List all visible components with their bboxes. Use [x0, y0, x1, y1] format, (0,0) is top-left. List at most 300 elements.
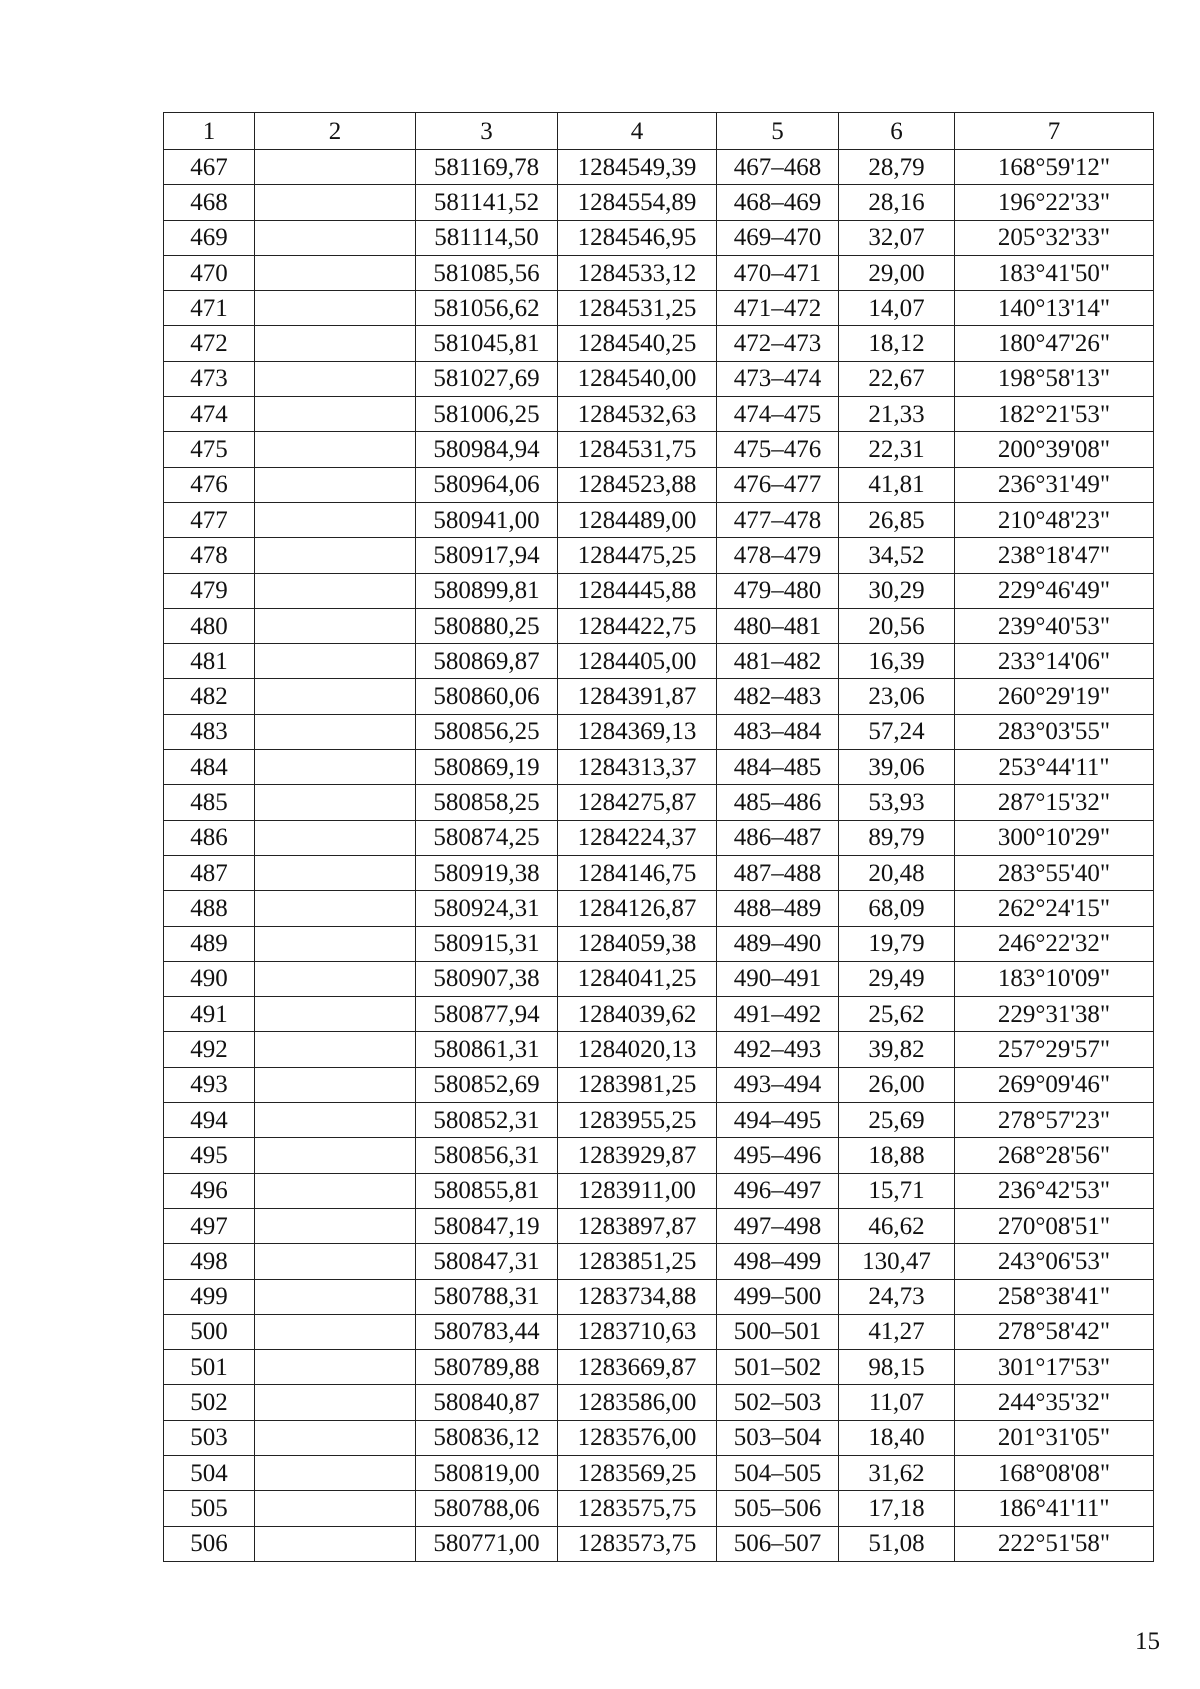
table-cell [255, 1032, 416, 1067]
table-cell: 283°55'40" [955, 855, 1154, 890]
table-cell [255, 644, 416, 679]
table-cell: 495 [164, 1138, 255, 1173]
table-cell: 236°42'53" [955, 1173, 1154, 1208]
table-cell: 490–491 [717, 961, 839, 996]
table-cell: 482–483 [717, 679, 839, 714]
table-cell: 1284422,75 [558, 608, 717, 643]
table-cell [255, 1208, 416, 1243]
table-cell: 236°31'49" [955, 467, 1154, 502]
table-cell: 491 [164, 997, 255, 1032]
table-cell [255, 291, 416, 326]
table-cell [255, 997, 416, 1032]
table-cell: 229°46'49" [955, 573, 1154, 608]
table-cell: 269°09'46" [955, 1067, 1154, 1102]
table-cell: 580856,25 [416, 714, 558, 749]
table-cell: 1283710,63 [558, 1314, 717, 1349]
table-row [164, 502, 1154, 537]
table-cell: 196°22'33" [955, 185, 1154, 220]
table-cell: 1283955,25 [558, 1103, 717, 1138]
table-cell: 468–469 [717, 185, 839, 220]
table-cell: 580924,31 [416, 891, 558, 926]
table-row [164, 1244, 1154, 1279]
table-cell [255, 1455, 416, 1490]
table-cell: 51,08 [839, 1526, 955, 1561]
table-cell: 1284554,89 [558, 185, 717, 220]
page-number: 15 [1135, 1628, 1160, 1655]
table-row [164, 926, 1154, 961]
table-cell: 469 [164, 220, 255, 255]
table-cell: 503 [164, 1420, 255, 1455]
table-cell: 580869,87 [416, 644, 558, 679]
table-cell: 278°57'23" [955, 1103, 1154, 1138]
table-cell: 39,06 [839, 750, 955, 785]
table-row [164, 326, 1154, 361]
table-cell: 581006,25 [416, 397, 558, 432]
table-cell [255, 573, 416, 608]
table-cell: 486 [164, 820, 255, 855]
table-row [164, 1067, 1154, 1102]
table-cell: 18,12 [839, 326, 955, 361]
table-cell: 244°35'32" [955, 1385, 1154, 1420]
table-cell: 1284546,95 [558, 220, 717, 255]
table-cell: 467–468 [717, 150, 839, 185]
table-cell: 580852,31 [416, 1103, 558, 1138]
table-cell: 270°08'51" [955, 1208, 1154, 1243]
table-row [164, 291, 1154, 326]
table-cell: 26,00 [839, 1067, 955, 1102]
table-cell: 473 [164, 361, 255, 396]
table-cell [255, 538, 416, 573]
table-cell [255, 1420, 416, 1455]
table-cell: 502 [164, 1385, 255, 1420]
table-cell: 503–504 [717, 1420, 839, 1455]
table-cell [255, 714, 416, 749]
table-cell: 18,40 [839, 1420, 955, 1455]
table-cell: 479 [164, 573, 255, 608]
table-cell: 483 [164, 714, 255, 749]
table-cell: 581141,52 [416, 185, 558, 220]
table-cell [255, 679, 416, 714]
table-cell [255, 961, 416, 996]
table-row [164, 432, 1154, 467]
table-cell: 473–474 [717, 361, 839, 396]
table-cell: 480–481 [717, 608, 839, 643]
table-cell: 490 [164, 961, 255, 996]
table-row [164, 644, 1154, 679]
table-row [164, 150, 1154, 185]
table-cell: 477 [164, 502, 255, 537]
table-cell: 253°44'11" [955, 750, 1154, 785]
table-cell: 1284059,38 [558, 926, 717, 961]
table-cell: 580915,31 [416, 926, 558, 961]
table-cell [255, 1173, 416, 1208]
table-cell: 239°40'53" [955, 608, 1154, 643]
table-cell: 22,31 [839, 432, 955, 467]
table-cell: 488–489 [717, 891, 839, 926]
table-row [164, 1103, 1154, 1138]
table-cell: 222°51'58" [955, 1526, 1154, 1561]
table-cell: 476–477 [717, 467, 839, 502]
column-header: 3 [416, 113, 558, 150]
table-cell: 580917,94 [416, 538, 558, 573]
table-cell: 28,79 [839, 150, 955, 185]
table-cell: 1284489,00 [558, 502, 717, 537]
table-cell [255, 361, 416, 396]
table-cell: 17,18 [839, 1491, 955, 1526]
table-cell: 580877,94 [416, 997, 558, 1032]
table-cell: 198°58'13" [955, 361, 1154, 396]
table-cell: 505–506 [717, 1491, 839, 1526]
table-cell: 493–494 [717, 1067, 839, 1102]
table-cell: 471 [164, 291, 255, 326]
table-cell: 1284549,39 [558, 150, 717, 185]
table-cell: 580840,87 [416, 1385, 558, 1420]
table-cell: 1284391,87 [558, 679, 717, 714]
table-cell: 469–470 [717, 220, 839, 255]
table-cell: 1283569,25 [558, 1455, 717, 1490]
table-row [164, 855, 1154, 890]
table-cell: 300°10'29" [955, 820, 1154, 855]
table-cell: 498–499 [717, 1244, 839, 1279]
table-cell [255, 185, 416, 220]
table-header-row [164, 113, 1154, 150]
table-cell: 23,06 [839, 679, 955, 714]
table-cell [255, 1385, 416, 1420]
column-header: 5 [717, 113, 839, 150]
table-cell: 580858,25 [416, 785, 558, 820]
table-cell: 484 [164, 750, 255, 785]
table-row [164, 820, 1154, 855]
table-cell [255, 1491, 416, 1526]
table-row [164, 1491, 1154, 1526]
table-cell [255, 326, 416, 361]
table-cell: 1284039,62 [558, 997, 717, 1032]
table-cell [255, 891, 416, 926]
table-cell: 229°31'38" [955, 997, 1154, 1032]
table-row [164, 467, 1154, 502]
table-cell: 505 [164, 1491, 255, 1526]
table-cell: 499 [164, 1279, 255, 1314]
table-cell: 580964,06 [416, 467, 558, 502]
table-cell: 580880,25 [416, 608, 558, 643]
table-cell: 482 [164, 679, 255, 714]
table-cell: 468 [164, 185, 255, 220]
table-cell [255, 855, 416, 890]
table-cell [255, 750, 416, 785]
table-cell: 580899,81 [416, 573, 558, 608]
table-row [164, 1455, 1154, 1490]
table-cell: 21,33 [839, 397, 955, 432]
table-cell [255, 432, 416, 467]
table-cell: 1284531,75 [558, 432, 717, 467]
table-cell: 287°15'32" [955, 785, 1154, 820]
table-cell: 487 [164, 855, 255, 890]
table-cell: 1284540,00 [558, 361, 717, 396]
table-cell [255, 150, 416, 185]
table-cell: 1284224,37 [558, 820, 717, 855]
table-cell: 15,71 [839, 1173, 955, 1208]
table-cell: 506–507 [717, 1526, 839, 1561]
table-cell: 580783,44 [416, 1314, 558, 1349]
table-cell: 581056,62 [416, 291, 558, 326]
table-cell: 200°39'08" [955, 432, 1154, 467]
table-cell: 238°18'47" [955, 538, 1154, 573]
table-cell: 1284126,87 [558, 891, 717, 926]
table-cell: 34,52 [839, 538, 955, 573]
table-cell: 502–503 [717, 1385, 839, 1420]
table-cell [255, 1244, 416, 1279]
table-cell: 41,81 [839, 467, 955, 502]
table-cell: 472–473 [717, 326, 839, 361]
table-body [164, 150, 1154, 1562]
table-cell: 14,07 [839, 291, 955, 326]
table-cell: 31,62 [839, 1455, 955, 1490]
table-cell: 479–480 [717, 573, 839, 608]
table-cell: 580836,12 [416, 1420, 558, 1455]
table-cell: 57,24 [839, 714, 955, 749]
table-cell: 29,49 [839, 961, 955, 996]
table-row [164, 750, 1154, 785]
table-cell: 486–487 [717, 820, 839, 855]
table-cell: 16,39 [839, 644, 955, 679]
table-cell: 475–476 [717, 432, 839, 467]
table-cell: 1284405,00 [558, 644, 717, 679]
table-cell: 24,73 [839, 1279, 955, 1314]
table-cell: 30,29 [839, 573, 955, 608]
table-cell: 470–471 [717, 255, 839, 290]
table-row [164, 608, 1154, 643]
column-header: 1 [164, 113, 255, 150]
table-cell [255, 1314, 416, 1349]
table-row [164, 785, 1154, 820]
table-cell [255, 502, 416, 537]
table-cell: 501–502 [717, 1350, 839, 1385]
table-cell: 494 [164, 1103, 255, 1138]
table-cell: 580788,06 [416, 1491, 558, 1526]
table-cell: 210°48'23" [955, 502, 1154, 537]
table-cell: 580907,38 [416, 961, 558, 996]
table-cell [255, 220, 416, 255]
table-cell: 140°13'14" [955, 291, 1154, 326]
table-cell: 580869,19 [416, 750, 558, 785]
table-cell: 32,07 [839, 220, 955, 255]
table-cell: 501 [164, 1350, 255, 1385]
table-cell: 25,62 [839, 997, 955, 1032]
table-cell: 182°21'53" [955, 397, 1154, 432]
table-cell: 470 [164, 255, 255, 290]
table-cell: 580941,00 [416, 502, 558, 537]
table-cell: 1284475,25 [558, 538, 717, 573]
table-cell: 472 [164, 326, 255, 361]
table-cell: 29,00 [839, 255, 955, 290]
coordinates-table [163, 112, 1154, 1562]
table-cell: 476 [164, 467, 255, 502]
table-cell: 481 [164, 644, 255, 679]
table-cell: 580847,19 [416, 1208, 558, 1243]
table-row [164, 185, 1154, 220]
table-cell: 504–505 [717, 1455, 839, 1490]
table-cell: 1283573,75 [558, 1526, 717, 1561]
table-cell: 478–479 [717, 538, 839, 573]
table-cell: 489 [164, 926, 255, 961]
table-cell: 1284275,87 [558, 785, 717, 820]
table-cell: 1284531,25 [558, 291, 717, 326]
table-cell: 1284532,63 [558, 397, 717, 432]
table-row [164, 714, 1154, 749]
table-cell: 1283586,00 [558, 1385, 717, 1420]
table-row [164, 255, 1154, 290]
table-cell: 98,15 [839, 1350, 955, 1385]
table-cell: 18,88 [839, 1138, 955, 1173]
table-cell: 301°17'53" [955, 1350, 1154, 1385]
table-cell: 201°31'05" [955, 1420, 1154, 1455]
table-cell: 1284313,37 [558, 750, 717, 785]
table-cell: 484–485 [717, 750, 839, 785]
table-cell: 497 [164, 1208, 255, 1243]
table-cell: 22,67 [839, 361, 955, 396]
table-cell: 485 [164, 785, 255, 820]
table-cell: 53,93 [839, 785, 955, 820]
table-row [164, 220, 1154, 255]
table-cell: 41,27 [839, 1314, 955, 1349]
table-cell: 1284523,88 [558, 467, 717, 502]
table-cell [255, 255, 416, 290]
table-cell: 20,48 [839, 855, 955, 890]
table-cell: 1283576,00 [558, 1420, 717, 1455]
table-cell: 39,82 [839, 1032, 955, 1067]
table-cell: 580771,00 [416, 1526, 558, 1561]
table-row [164, 961, 1154, 996]
table-cell: 500 [164, 1314, 255, 1349]
table-row [164, 997, 1154, 1032]
table-cell: 19,79 [839, 926, 955, 961]
table-cell: 488 [164, 891, 255, 926]
table-cell: 487–488 [717, 855, 839, 890]
table-cell: 1283911,00 [558, 1173, 717, 1208]
table-cell: 485–486 [717, 785, 839, 820]
table-cell: 26,85 [839, 502, 955, 537]
table-cell: 20,56 [839, 608, 955, 643]
table-cell: 492–493 [717, 1032, 839, 1067]
table-cell [255, 1103, 416, 1138]
table-cell: 483–484 [717, 714, 839, 749]
table-row [164, 573, 1154, 608]
table-cell: 46,62 [839, 1208, 955, 1243]
table-cell: 581027,69 [416, 361, 558, 396]
table-cell [255, 397, 416, 432]
table-row [164, 1032, 1154, 1067]
table-cell: 168°59'12" [955, 150, 1154, 185]
table-cell: 580852,69 [416, 1067, 558, 1102]
table-cell: 262°24'15" [955, 891, 1154, 926]
table-cell [255, 1138, 416, 1173]
table-cell: 1283981,25 [558, 1067, 717, 1102]
table-cell: 260°29'19" [955, 679, 1154, 714]
table-cell: 581114,50 [416, 220, 558, 255]
table-cell: 581085,56 [416, 255, 558, 290]
table-cell: 1283575,75 [558, 1491, 717, 1526]
table-cell [255, 926, 416, 961]
table-row [164, 1314, 1154, 1349]
table-cell: 500–501 [717, 1314, 839, 1349]
column-header: 6 [839, 113, 955, 150]
table-cell: 580984,94 [416, 432, 558, 467]
table-cell: 480 [164, 608, 255, 643]
table-cell: 183°41'50" [955, 255, 1154, 290]
table-cell: 580874,25 [416, 820, 558, 855]
table-cell: 1284445,88 [558, 573, 717, 608]
table-row [164, 1526, 1154, 1561]
table-cell: 580856,31 [416, 1138, 558, 1173]
table-cell: 504 [164, 1455, 255, 1490]
table-cell: 1283897,87 [558, 1208, 717, 1243]
table-cell: 1284146,75 [558, 855, 717, 890]
table-cell: 258°38'41" [955, 1279, 1154, 1314]
table-cell [255, 1067, 416, 1102]
table-cell: 474 [164, 397, 255, 432]
table-cell: 580847,31 [416, 1244, 558, 1279]
table-cell: 489–490 [717, 926, 839, 961]
table-row [164, 538, 1154, 573]
table-row [164, 397, 1154, 432]
table-cell: 25,69 [839, 1103, 955, 1138]
table-cell [255, 1279, 416, 1314]
table-cell: 581045,81 [416, 326, 558, 361]
table-cell: 580860,06 [416, 679, 558, 714]
table-cell [255, 785, 416, 820]
column-header: 2 [255, 113, 416, 150]
table-cell: 496 [164, 1173, 255, 1208]
table-cell: 497–498 [717, 1208, 839, 1243]
table-cell: 481–482 [717, 644, 839, 679]
table-cell: 498 [164, 1244, 255, 1279]
table-cell: 1283734,88 [558, 1279, 717, 1314]
table-row [164, 1279, 1154, 1314]
table-cell: 580788,31 [416, 1279, 558, 1314]
table-cell [255, 467, 416, 502]
table-cell: 268°28'56" [955, 1138, 1154, 1173]
table-cell: 491–492 [717, 997, 839, 1032]
table-row [164, 891, 1154, 926]
table-cell: 1284369,13 [558, 714, 717, 749]
table-cell: 68,09 [839, 891, 955, 926]
table-cell [255, 1526, 416, 1561]
table-cell: 243°06'53" [955, 1244, 1154, 1279]
table-cell: 168°08'08" [955, 1455, 1154, 1490]
table-cell: 474–475 [717, 397, 839, 432]
table-cell: 495–496 [717, 1138, 839, 1173]
table-cell: 183°10'09" [955, 961, 1154, 996]
table-cell: 1283669,87 [558, 1350, 717, 1385]
table-cell: 580819,00 [416, 1455, 558, 1490]
table-row [164, 679, 1154, 714]
table-cell: 1284041,25 [558, 961, 717, 996]
table-cell: 130,47 [839, 1244, 955, 1279]
table-cell: 278°58'42" [955, 1314, 1154, 1349]
table-cell [255, 608, 416, 643]
table-cell: 580861,31 [416, 1032, 558, 1067]
table-cell: 246°22'32" [955, 926, 1154, 961]
table-cell: 28,16 [839, 185, 955, 220]
column-header: 7 [955, 113, 1154, 150]
table-row [164, 361, 1154, 396]
table-cell: 496–497 [717, 1173, 839, 1208]
table-cell: 506 [164, 1526, 255, 1561]
table-cell: 180°47'26" [955, 326, 1154, 361]
table-cell: 492 [164, 1032, 255, 1067]
table-row [164, 1385, 1154, 1420]
table-cell: 1283929,87 [558, 1138, 717, 1173]
